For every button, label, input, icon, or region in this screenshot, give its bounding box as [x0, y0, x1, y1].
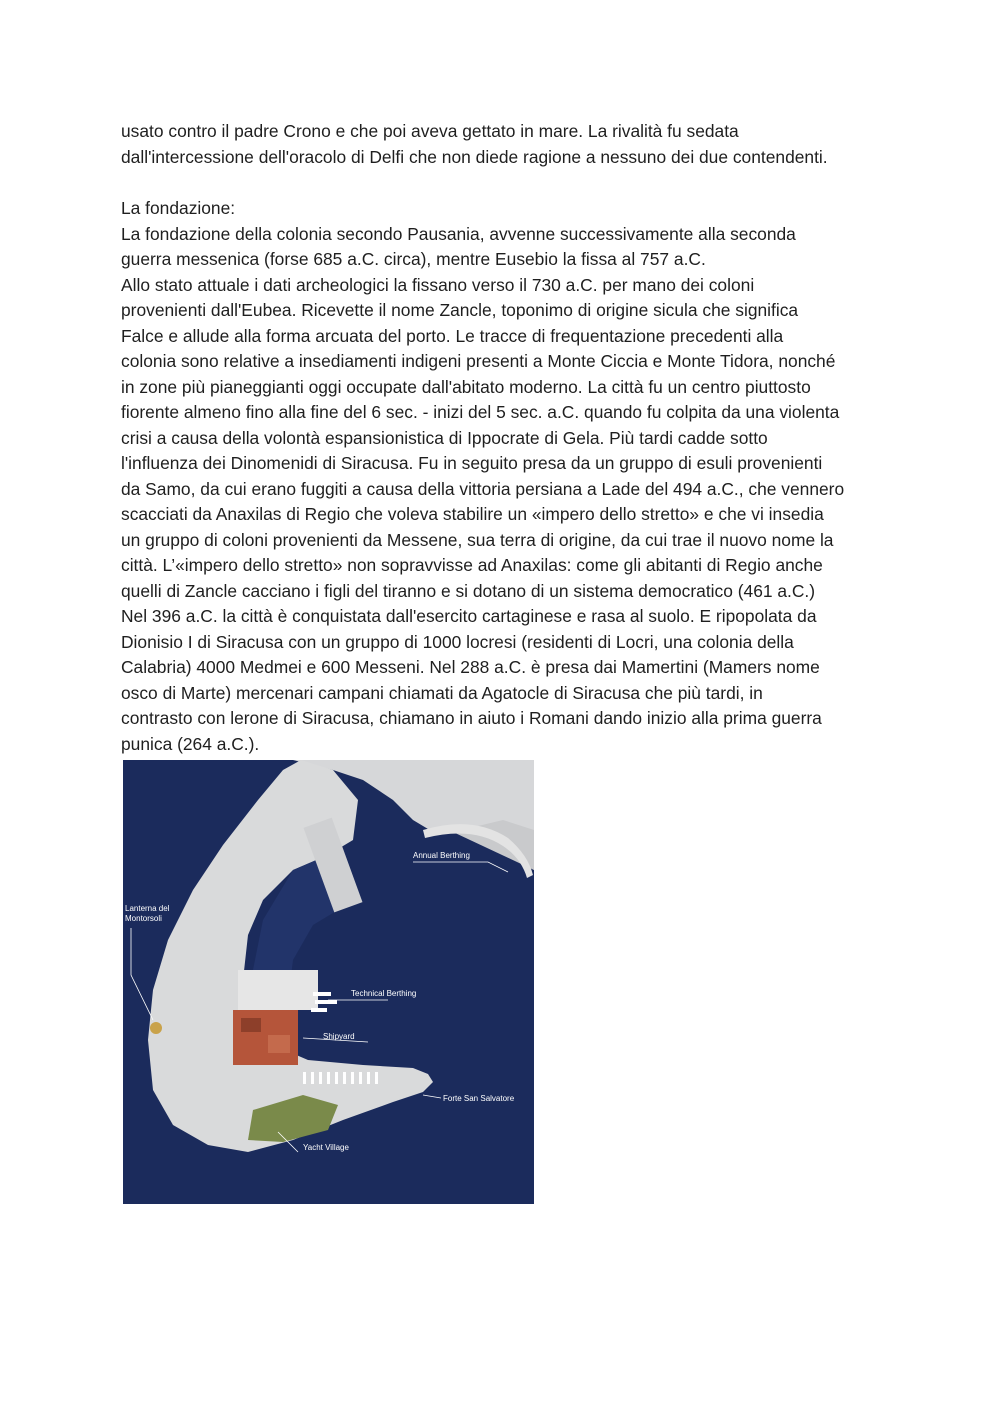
label-shipyard: Shipyard [323, 1032, 355, 1041]
text-line: Dionisio I di Siracusa con un gruppo di 1000 locresi (residenti di Locri, una colonia della [121, 631, 794, 652]
text-line: osco di Marte) mercenari campani chiamati da Agatocle di Siracusa che più tardi, in [121, 682, 763, 703]
label-forte-san-salvatore: Forte San Salvatore [443, 1094, 515, 1103]
label-technical-berthing: Technical Berthing [351, 989, 417, 998]
text-line: da Samo, da cui erano fuggiti a causa della vittoria persiana a Lade del 494 a.C., che vennero [121, 478, 845, 499]
shipyard-building [268, 1035, 290, 1053]
label-annual-berthing: Annual Berthing [413, 851, 470, 860]
section-heading: La fondazione: [121, 198, 236, 218]
text-line: guerra messenica (forse 685 a.C. circa), mentre Eusebio la fissa al 757 a.C. [121, 249, 706, 269]
text-line: Allo stato attuale i dati archeologici la fissano verso il 730 a.C. per mano dei coloni [121, 274, 755, 295]
text-line: La fondazione della colonia secondo Pausania, avvenne successivamente alla seconda [121, 223, 796, 244]
text-line: Nel 396 a.C. la città è conquistata dall'esercito cartaginese e rasa al suolo. E ripopolata da [121, 606, 817, 626]
text-line: l'influenza dei Dinomenidi di Siracusa. Fu in seguito presa da un gruppo di esuli provenienti [121, 453, 823, 473]
text-line: contrasto con lerone di Siracusa, chiamano in aiuto i Romani dando inizio alla prima guerra [121, 708, 822, 728]
text-line: Calabria) 4000 Medmei e 600 Messeni. Nel 288 a.C. è presa dai Mamertini (Mamers nome [121, 657, 820, 677]
text-line: crisi a causa della volontà espansionistica di Ippocrate di Gela. Più tardi cadde sotto [121, 427, 768, 448]
text-line: provenienti dall'Eubea. Ricevette il nome Zancle, toponimo di origine sicula che significa [121, 300, 799, 320]
text-line: città. L’«impero dello stretto» non sopravvisse ad Anaxilas: come gli abitanti di Regio anche [121, 555, 823, 575]
lanterna-marker [150, 1022, 162, 1034]
text-line: in zone più pianeggianti oggi occupate dall'abitato moderno. La città fu un centro piuttosto [121, 376, 811, 397]
harbor-map-svg [123, 760, 534, 1204]
label-yacht-village: Yacht Village [303, 1143, 349, 1152]
text-line: Falce e allude alla forma arcuata del porto. Le tracce di frequentazione precedenti alla [121, 325, 784, 346]
text-line: fiorente almeno fino alla fine del 6 sec. - inizi del 5 sec. a.C. quando fu colpita da una violenta [121, 402, 840, 422]
fondazione-section [121, 196, 891, 757]
text-line: quelli di Zancle cacciano i figli del tiranno e si dotano di un sistema democratico (461 a.C.) [121, 580, 816, 601]
shipyard-building [241, 1018, 261, 1032]
text-line: punica (264 a.C.). [121, 733, 260, 754]
harbor-map-image [123, 760, 534, 1204]
text-line: scacciati da Anaxilas di Regio che voleva stabilire un «impero dello stretto» e che vi insedia [121, 504, 824, 524]
label-lanterna-line2: Montorsoli [125, 914, 162, 923]
technical-berthing-area [238, 970, 318, 1010]
text-line: dall'intercessione dell'oracolo di Delfi che non diede ragione a nessuno dei due contendenti. [121, 146, 828, 167]
text-line: usato contro il padre Crono e che poi aveva gettato in mare. La rivalità fu sedata [121, 121, 739, 141]
label-lanterna-line1: Lanterna del [125, 904, 170, 913]
text-line: un gruppo di coloni provenienti da Messene, sua terra di origine, da cui trae il nuovo nome la [121, 529, 834, 550]
text-line: colonia sono relative a insediamenti indigeni presenti a Monte Ciccia e Monte Tidora, nonché [121, 351, 836, 371]
intro-paragraph [121, 119, 891, 170]
